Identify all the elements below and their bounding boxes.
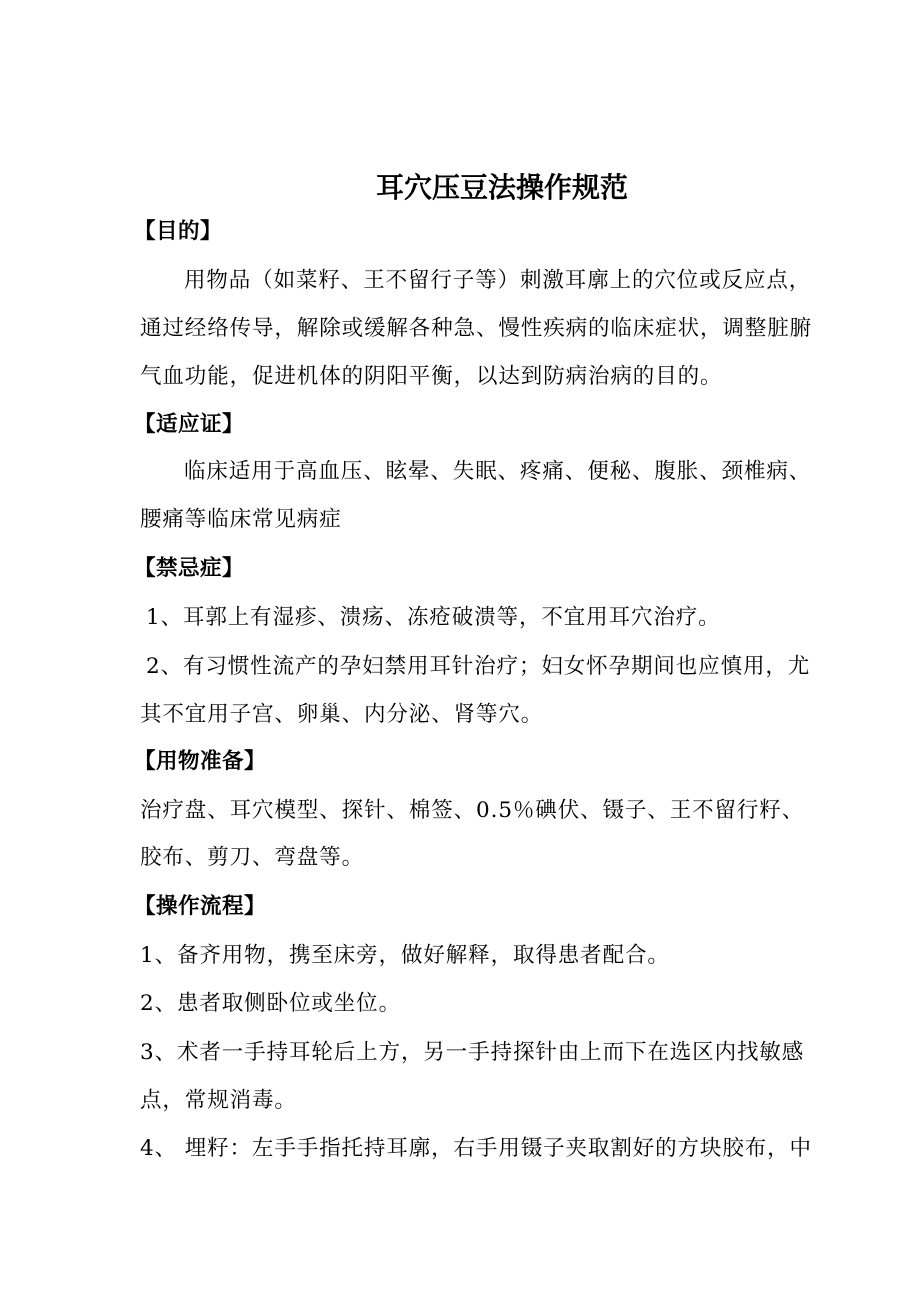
paragraph-line: 胶布、剪刀、弯盘等。 (140, 845, 365, 870)
list-item: 4、 埋籽：左手手指托持耳廓，右手用镊子夹取割好的方块胶布，中 (140, 1136, 812, 1161)
paragraph-line: 腰痛等临床常见病症 (140, 507, 342, 532)
list-item: 3、术者一手持耳轮后上方，另一手持探针由上而下在选区内找敏感 (140, 1040, 805, 1065)
paragraph-line: 治疗盘、耳穴模型、探针、棉签、0.5％碘伏、镊子、王不留行籽、 (140, 798, 805, 823)
paragraph-line: 气血功能，促进机体的阴阳平衡，以达到防病治病的目的。 (140, 364, 723, 389)
paragraph-line: 临床适用于高血压、眩晕、失眠、疼痛、便秘、腹胀、颈椎病、 (184, 459, 812, 484)
list-item: 1、耳郭上有湿疹、溃疡、冻疮破溃等，不宜用耳穴治疗。 (146, 605, 721, 630)
list-item-continued: 点，常规消毒。 (140, 1088, 297, 1113)
document-title: 耳穴压豆法操作规范 (375, 171, 628, 204)
paragraph-line: 通过经络传导，解除或缓解各种急、慢性疾病的临床症状，调整脏腑 (140, 316, 813, 341)
section-heading-contraindications: 【禁忌症】 (134, 556, 245, 581)
section-heading-purpose: 【目的】 (134, 219, 223, 244)
list-item: 2、患者取侧卧位或坐位。 (140, 991, 401, 1016)
section-heading-indications: 【适应证】 (134, 412, 245, 437)
paragraph-line: 用物品（如菜籽、王不留行子等）刺激耳廓上的穴位或反应点， (184, 268, 812, 293)
section-heading-procedure: 【操作流程】 (134, 894, 267, 919)
list-item: 1、备齐用物，携至床旁，做好解释，取得患者配合。 (140, 943, 670, 968)
section-heading-materials: 【用物准备】 (134, 749, 267, 774)
list-item-continued: 其不宜用子宫、卵巢、内分泌、肾等穴。 (140, 702, 544, 727)
list-item: 2、有习惯性流产的孕妇禁用耳针治疗；妇女怀孕期间也应慎用，尤 (146, 654, 811, 679)
